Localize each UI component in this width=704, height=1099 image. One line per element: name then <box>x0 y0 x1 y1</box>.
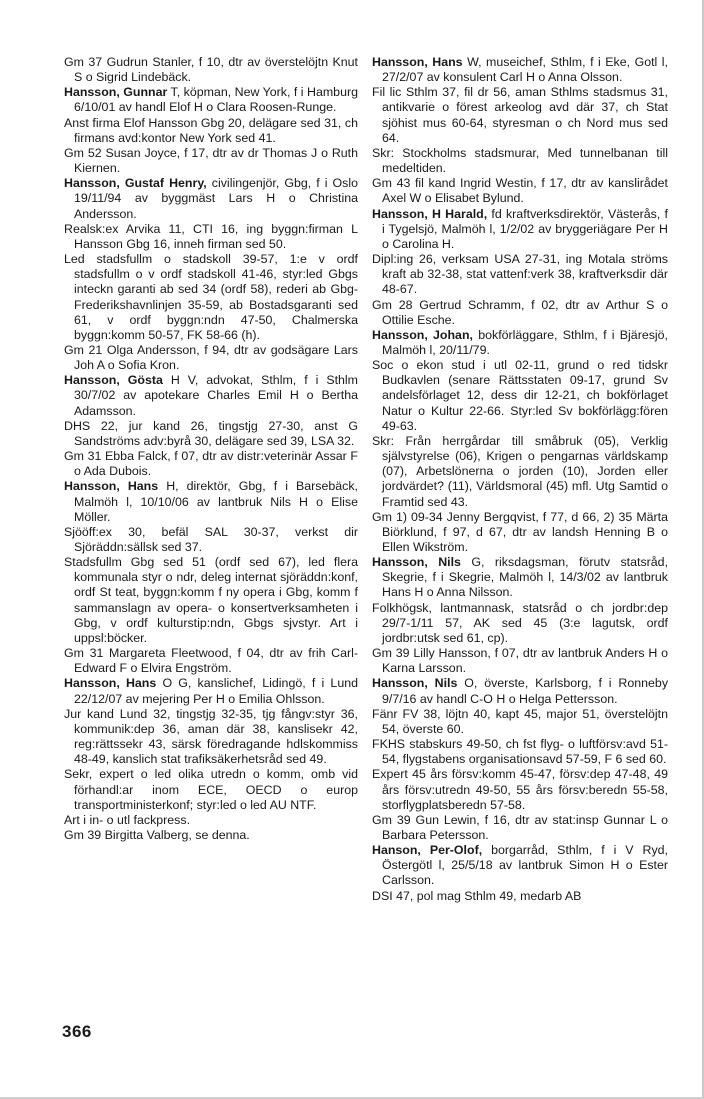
entry-text: Gm 52 Susan Joyce, f 17, dtr av dr Thomas J o Ruth Kiernen. <box>64 145 358 176</box>
entry-text: Fänr FV 38, löjtn 40, kapt 45, major 51, överstelöjtn 54, överste 60. <box>372 706 668 736</box>
entry-text: Skr: Stockholms stadsmurar, Med tunnelbanan till medeltiden. <box>372 145 668 176</box>
left-column <box>64 55 358 843</box>
entry-text: Gm 31 Margareta Fleetwood, f 04, dtr av frih Carl-Edward F o Elvira Engström. <box>64 646 358 676</box>
entry-text: Stadsfullm Gbg sed 51 (ordf sed 67), led flera kommunala styr o ndr, deleg internat sjöräddn:konf, ordf St teat, byggn:komm f ny opera i Gbg, komm f sammanslagn av opera- o konsertverksamheten i Gbg, v ordf kulturstip:ndn, Gbgs sjvstyr. Art i uppsl:böcker. <box>64 555 358 645</box>
entry-text: Gm 31 Ebba Falck, f 07, dtr av distr:veterinär Assar F o Ada Dubois. <box>64 449 358 479</box>
entry-text: O, överste, Karlsborg, f i Ronneby 9/7/16 av handl C-O H o Helga Pettersson. <box>382 676 669 706</box>
entry-paragraph <box>372 434 668 510</box>
entry-paragraph <box>372 767 668 812</box>
entry-paragraph <box>372 737 668 767</box>
entry-text: borgarråd, Sthlm, f i V Ryd, Östergötl l, 25/5/18 av lantbruk Simon H o Ester Carlsson. <box>382 843 668 888</box>
entry-heading-paragraph <box>64 85 358 115</box>
entry-text: FKHS stabskurs 49-50, ch fst flyg- o luftförsv:avd 51-54, flygstabens organisationsavd 57-59, F 6 sed 60. <box>372 737 668 767</box>
entry-text: DHS 22, jur kand 26, tingstjg 27-30, anst G Sandströms adv:byrå 30, delägare sed 39, LSA 32. <box>64 418 358 448</box>
entry-paragraph <box>372 85 668 146</box>
entry-text: DSI 47, pol mag Sthlm 49, medarb AB <box>372 888 582 903</box>
person-name: Hansson, H Harald, <box>372 206 488 221</box>
entry-paragraph <box>64 222 358 252</box>
entry-heading-paragraph <box>372 555 668 600</box>
entry-text: W, museichef, Sthlm, f i Eke, Gotl l, 27/2/07 av konsulent Carl H o Anna Olsson. <box>382 55 668 85</box>
page-number: 366 <box>62 1022 92 1041</box>
entry-paragraph <box>64 767 358 812</box>
person-name: Hansson, Hans <box>372 55 463 69</box>
person-name: Hansson, Nils <box>372 676 458 691</box>
entry-text: Art i in- o utl fackpress. <box>64 812 191 827</box>
entry-text: Sjööff:ex 30, befäl SAL 30-37, verkst dir Sjöräddn:sällsk sed 37. <box>64 524 358 554</box>
entry-text: bokförläggare, Sthlm, f i Bjäresjö, Malmöh l, 20/11/79. <box>382 327 668 357</box>
entry-paragraph <box>372 146 668 176</box>
entry-text: Gm 43 fil kand Ingrid Westin, f 17, dtr av kanslirådet Axel W o Elisabet Bylund. <box>372 176 668 206</box>
entry-paragraph <box>372 601 668 646</box>
entry-paragraph <box>372 889 668 904</box>
entry-paragraph <box>64 419 358 449</box>
entry-paragraph <box>64 449 358 479</box>
person-name: Hansson, Gustaf Henry, <box>64 176 207 191</box>
entry-heading-paragraph <box>372 676 668 706</box>
entry-text: Skr: Från herrgårdar till småbruk (05), Verklig självstyrelse (06), Krigen o pengarnas världskamp (07), Arbetslönerna o jorden (10), Jorden eller jordvärdet? (11), Världsmoral (45) mfl. Utg Samtid o Framtid sed 43. <box>372 433 668 509</box>
entry-paragraph <box>64 646 358 676</box>
entry-paragraph <box>64 555 358 646</box>
entry-text: Gm 39 Gun Lewin, f 16, dtr av stat:insp Gunnar L o Barbara Petersson. <box>372 812 668 842</box>
entry-text: Anst firma Elof Hansson Gbg 20, delägare sed 31, ch firmans avd:kontor New York sed 41. <box>64 115 358 145</box>
entry-paragraph <box>64 146 358 176</box>
entry-heading-paragraph <box>372 328 668 358</box>
entry-paragraph <box>372 813 668 843</box>
entry-text: fd kraftverksdirektör, Västerås, f i Tygelsjö, Malmöh l, 1/2/02 av bryggeriägare Per H o Carolina H. <box>382 206 668 251</box>
entry-paragraph <box>64 343 358 373</box>
entry-heading-paragraph <box>372 55 668 85</box>
entry-paragraph <box>372 646 668 676</box>
entry-paragraph <box>372 510 668 555</box>
person-name: Hansson, Gösta <box>64 373 163 388</box>
person-name: Hanson, Per-Olof, <box>372 843 483 858</box>
entry-paragraph <box>372 358 668 434</box>
entry-text: Gm 21 Olga Andersson, f 94, dtr av godsägare Lars Joh A o Sofia Kron. <box>64 342 358 373</box>
entry-paragraph <box>64 525 358 555</box>
entry-text: G, riksdagsman, förutv statsråd, Skegrie, f i Skegrie, Malmöh l, 14/3/02 av lantbruk Hans H o Anna Nilsson. <box>382 555 669 600</box>
entry-heading-paragraph <box>64 676 358 706</box>
entry-text: H V, advokat, Sthlm, f i Sthlm 30/7/02 av apotekare Charles Emil H o Bertha Adamsson. <box>74 373 359 418</box>
entry-text: Folkhögsk, lantmannask, statsråd o ch jordbr:dep 29/7-1/11 57, AK sed 45 (3:e lagutsk, ordf jordbr:utsk sed 61, cp). <box>372 600 668 645</box>
entry-text: Gm 1) 09-34 Jenny Bergqvist, f 77, d 66, 2) 35 Märta Biörklund, f 97, d 67, dtr av landsh Henning B o Ellen Wikström. <box>372 509 668 554</box>
person-name: Hansson, Johan, <box>372 327 473 342</box>
entry-text: T, köpman, New York, f i Hamburg 6/10/01 av handl Elof H o Clara Roosen-Runge. <box>74 85 358 115</box>
person-name: Hansson, Nils <box>372 555 461 570</box>
right-column <box>372 55 668 904</box>
entry-heading-paragraph <box>372 207 668 252</box>
entry-heading-paragraph <box>64 373 358 418</box>
entry-paragraph <box>64 116 358 146</box>
entry-heading-paragraph <box>372 843 668 888</box>
entry-paragraph <box>64 55 358 85</box>
entry-text: Expert 45 års försv:komm 45-47, försv:dep 47-48, 49 års försv:utredn 49-50, 55 års försv:beredn 55-58, storflygplatsberedn 57-58. <box>372 767 668 812</box>
person-name: Hansson, Hans <box>64 676 157 691</box>
person-name: Hansson, Hans <box>64 479 159 494</box>
entry-text: Led stadsfullm o stadskoll 39-57, 1:e v ordf stadsfullm o v ordf stadskoll 41-46, styr:led Gbgs inteckn garanti ab sed 34 (ordf 58), rederi ab Gbg-Frederikshavnlinjen 35-59, ab Bostadsgaranti sed 61, v ordf byggn:ndn 47-50, Chalmerska byggn:komm 50-57, FK 58-66 (h). <box>64 252 358 342</box>
entry-text: civilingenjör, Gbg, f i Oslo 19/11/94 av byggmäst Lars H o Christina Andersson. <box>74 176 358 221</box>
entry-paragraph <box>64 252 358 343</box>
entry-paragraph <box>372 707 668 737</box>
entry-paragraph <box>372 298 668 328</box>
entry-text: Soc o ekon stud i utl 02-11, grund o red tidskr Budkavlen (senare Rättsstaten 09-17, grund Sv andelsförlaget 12, dess dir 12-21, ch bokförlaget Natur o Kultur 22-66. Styr:led Sv bokförlägg:fören 49-63. <box>372 358 668 433</box>
entry-paragraph <box>64 707 358 768</box>
entry-text: Sekr, expert o led olika utredn o komm, omb vid förhandl:ar inom ECE, OECD o europ transportministerkonf; styr:led o led AU NTF. <box>64 767 358 812</box>
person-name: Hansson, Gunnar <box>64 85 168 100</box>
entry-text: O G, kanslichef, Lidingö, f i Lund 22/12/07 av mejerіng Per H o Emilia Ohlsson. <box>74 676 358 706</box>
entry-heading-paragraph <box>64 176 358 221</box>
entry-text: H, direktör, Gbg, f i Barsebäck, Malmöh l, 10/10/06 av lantbruk Nils H o Elise Möller. <box>74 479 358 524</box>
entry-text: Realsk:ex Arvika 11, CTI 16, ing byggn:firman L Hansson Gbg 16, inneh firman sed 50. <box>64 221 358 251</box>
entry-paragraph <box>64 813 358 828</box>
entry-heading-paragraph <box>64 479 358 524</box>
entry-text: Jur kand Lund 32, tingstjg 32-35, tjg fångv:styr 36, kommunik:dep 36, aman där 38, kanslisekr 42, reg:rättssekr 43, särsk föredragande hdlskommiss 48-49, kanslich stat trafiksäkerhetsråd sed 49. <box>64 706 358 767</box>
entry-text: Fil lic Sthlm 37, fil dr 56, aman Sthlms stadsmus 31, antikvarie o förest arkeolog avd där 37, ch Stat sjöhist mus 60-64, styresman o ch Nord mus sed 64. <box>372 85 668 145</box>
entry-paragraph <box>64 828 358 843</box>
entry-paragraph <box>372 252 668 297</box>
entry-text: Gm 39 Birgitta Valberg, se denna. <box>64 827 250 842</box>
entry-text: Gm 37 Gudrun Stanler, f 10, dtr av överstelöjtn Knut S o Sigrid Lindebäck. <box>64 55 358 85</box>
entry-text: Dipl:ing 26, verksam USA 27-31, ing Motala ströms kraft ab 32-38, stat vattenf:verk 38, kraftverksdir där 48-67. <box>372 252 668 297</box>
entry-text: Gm 28 Gertrud Schramm, f 02, dtr av Arthur S o Ottilie Esche. <box>372 297 668 327</box>
entry-text: Gm 39 Lilly Hansson, f 07, dtr av lantbruk Anders H o Karna Larsson. <box>372 646 668 676</box>
entry-paragraph <box>372 176 668 206</box>
